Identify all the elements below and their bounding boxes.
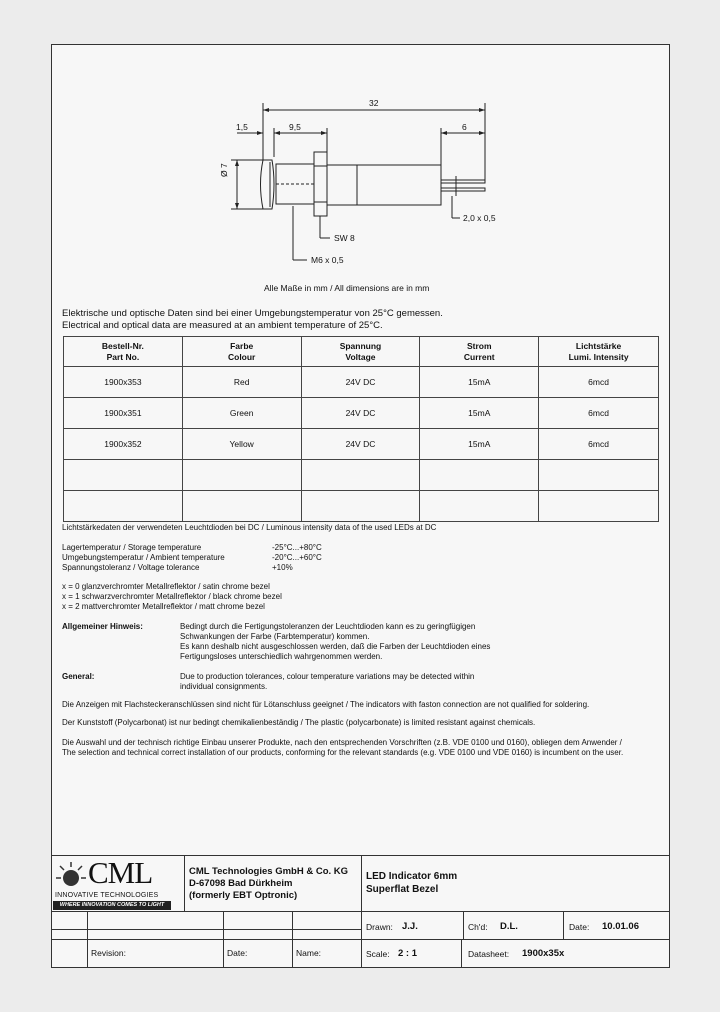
datasheet-value: 1900x35x <box>522 948 565 959</box>
ambient-temp-value: -20°C...+60°C <box>272 553 322 562</box>
general-note-de-4: Fertigungsloses unterschiedlich wahrgenommen werden. <box>180 652 383 661</box>
revision-label: Revision: <box>91 948 126 958</box>
scale-value: 2 : 1 <box>398 948 418 959</box>
cell-part-no: 1900x351 <box>64 398 183 429</box>
general-note-de-1: Bedingt durch die Fertigungstoleranzen der Leuchtdioden kann es zu geringfügigen <box>180 622 476 631</box>
cell-voltage: 24V DC <box>301 367 420 398</box>
table-row <box>64 429 659 460</box>
table-row <box>64 460 659 491</box>
cell-voltage: 24V DC <box>301 429 420 460</box>
cell-intensity: 6mcd <box>539 367 659 398</box>
revision-date-label: Date: <box>227 948 248 958</box>
checked-value: D.L. <box>500 921 518 932</box>
company-former-name: (formerly EBT Optronic) <box>189 890 298 901</box>
company-name: CML Technologies GmbH & Co. KG <box>189 866 349 877</box>
storage-temp-label: Lagertemperatur / Storage temperature <box>62 543 202 552</box>
selection-note-de: Die Auswahl und der technisch richtige Einbau unserer Produkte, nach den entsprechenden Vorschriften (z.B. VDE 0100 und 0160), obliegen dem Anwender / <box>62 738 622 747</box>
revision-name-label: Name: <box>296 948 322 958</box>
lumi-note: Lichtstärkedaten der verwendeten Leuchtdioden bei DC / Luminous intensity data of the used LEDs at DC <box>62 523 437 532</box>
ambient-temp-label: Umgebungstemperatur / Ambient temperature <box>62 553 225 562</box>
general-note-en-label: General: <box>62 672 95 681</box>
header-part-no: Bestell-Nr. Part No. <box>64 337 183 367</box>
cell-current <box>420 491 539 522</box>
cell-current: 15mA <box>420 367 539 398</box>
table-row <box>64 367 659 398</box>
dim-thread-label: M6 x 0,5 <box>311 255 344 265</box>
technical-drawing <box>0 0 720 300</box>
bezel-option-2: x = 2 mattverchromter Metallreflektor / matt chrome bezel <box>62 602 265 611</box>
cell-intensity: 6mcd <box>539 398 659 429</box>
cell-colour: Red <box>182 367 301 398</box>
dim-sw-label: SW 8 <box>334 233 355 243</box>
cell-colour: Yellow <box>182 429 301 460</box>
dim-right-label: 6 <box>462 122 467 132</box>
bezel-option-1: x = 1 schwarzverchromter Metallreflektor / black chrome bezel <box>62 592 282 601</box>
cell-voltage <box>301 460 420 491</box>
intro-english: Electrical and optical data are measured at an ambient temperature of 25°C. <box>62 320 383 331</box>
company-logo: CML <box>88 855 153 890</box>
general-note-de-2: Schwankungen der Farbe (Farbtemperatur) kommen. <box>180 632 370 641</box>
cell-part-no: 1900x352 <box>64 429 183 460</box>
dimensions-note: Alle Maße in mm / All dimensions are in mm <box>264 283 430 293</box>
sun-logo-icon <box>55 860 87 892</box>
dim-pin-label: 2,0 x 0,5 <box>463 213 496 223</box>
selection-note-en: The selection and technical correct installation of our products, conforming for the relevant standards (e.g. VDE 0100 und VDE 0160) is incumbent on the user. <box>62 748 624 757</box>
cell-part-no <box>64 491 183 522</box>
dim-left-label: 1,5 <box>236 122 248 132</box>
scale-label: Scale: <box>366 949 390 959</box>
voltage-tolerance-label: Spannungstoleranz / Voltage tolerance <box>62 563 200 572</box>
cell-current: 15mA <box>420 429 539 460</box>
general-note-en-2: individual consignments. <box>180 682 268 691</box>
voltage-tolerance-value: +10% <box>272 563 293 572</box>
table-row <box>64 491 659 522</box>
cell-colour <box>182 460 301 491</box>
general-note-de-label: Allgemeiner Hinweis: <box>62 622 143 631</box>
cell-current: 15mA <box>420 398 539 429</box>
cell-intensity: 6mcd <box>539 429 659 460</box>
datasheet-label: Datasheet: <box>468 949 510 959</box>
cell-part-no <box>64 460 183 491</box>
bezel-option-0: x = 0 glanzverchromter Metallreflektor / satin chrome bezel <box>62 582 270 591</box>
cell-intensity <box>539 460 659 491</box>
cell-current <box>420 460 539 491</box>
cell-colour: Green <box>182 398 301 429</box>
dim-diameter-label: Ø 7 <box>219 163 229 177</box>
date-value: 10.01.06 <box>602 921 639 932</box>
cell-voltage <box>301 491 420 522</box>
table-row <box>64 398 659 429</box>
logo-subtitle: INNOVATIVE TECHNOLOGIES <box>55 892 159 899</box>
checked-label: Ch'd: <box>468 922 488 932</box>
logo-tagline: WHERE INNOVATION COMES TO LIGHT <box>53 901 171 910</box>
drawn-value: J.J. <box>402 921 418 932</box>
header-intensity: Lichtstärke Lumi. Intensity <box>539 337 659 367</box>
faston-note: Die Anzeigen mit Flachsteckeranschlüssen sind nicht für Lötanschluss geeignet / The indicators with faston connection are not qualified for soldering. <box>62 700 590 709</box>
storage-temp-value: -25°C...+80°C <box>272 543 322 552</box>
plastic-note: Der Kunststoff (Polycarbonat) ist nur bedingt chemikalienbeständig / The plastic (polycarbonate) is limited resistant against chemicals. <box>62 718 536 727</box>
header-current: Strom Current <box>420 337 539 367</box>
cell-part-no: 1900x353 <box>64 367 183 398</box>
cell-intensity <box>539 491 659 522</box>
general-note-en-1: Due to production tolerances, colour temperature variations may be detected within <box>180 672 475 681</box>
header-voltage: Spannung Voltage <box>301 337 420 367</box>
dim-total-label: 32 <box>369 98 379 108</box>
cell-voltage: 24V DC <box>301 398 420 429</box>
date-label: Date: <box>569 922 590 932</box>
company-address: D-67098 Bad Dürkheim <box>189 878 293 889</box>
general-note-de-3: Es kann deshalb nicht ausgeschlossen werden, daß die Farben der Leuchtdioden eines <box>180 642 491 651</box>
table-header-row <box>64 337 659 367</box>
intro-german: Elektrische und optische Daten sind bei einer Umgebungstemperatur von 25°C gemessen. <box>62 308 443 319</box>
drawn-label: Drawn: <box>366 922 393 932</box>
header-colour: Farbe Colour <box>182 337 301 367</box>
product-subtitle: Superflat Bezel <box>366 884 439 895</box>
product-title: LED Indicator 6mm <box>366 871 458 882</box>
dim-mid-label: 9,5 <box>289 122 301 132</box>
cell-colour <box>182 491 301 522</box>
spec-table <box>63 336 659 522</box>
